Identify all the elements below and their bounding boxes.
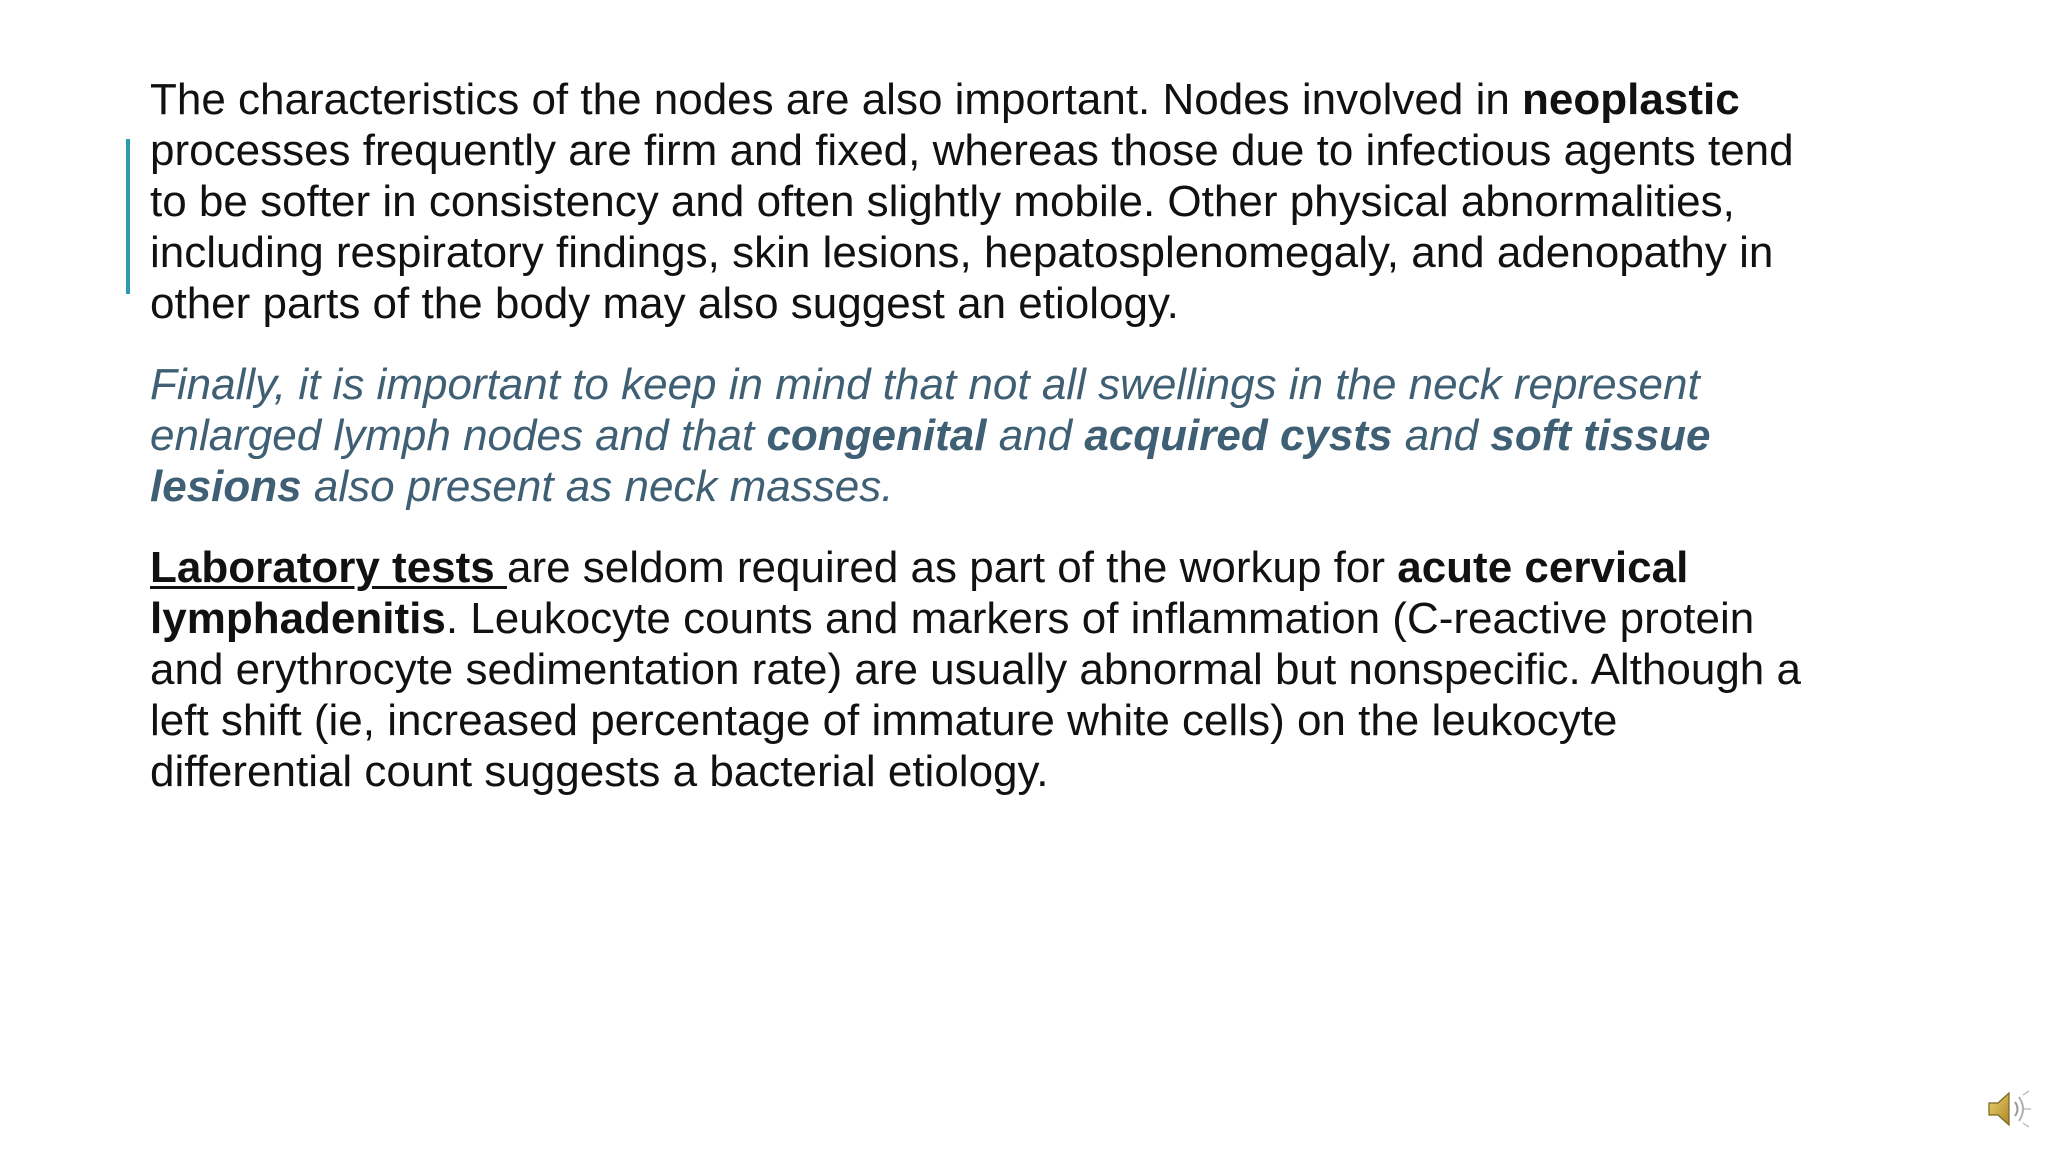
p2-bold-congenital: congenital bbox=[766, 411, 987, 460]
p3-text-2: . Leukocyte counts and markers of inflammation (C-reactive protein and erythrocyte sedimentation rate) are usually abnormal but nonspecific. Although a left shift (ie, increased percentage of immature white cells) on the leukocyte differential count suggests a bacterial etiology. bbox=[150, 594, 1801, 796]
accent-bar bbox=[126, 139, 130, 294]
p2-text-4: also present as neck masses. bbox=[301, 462, 894, 511]
p3-bold-laboratory-tests: Laboratory tests bbox=[150, 543, 507, 592]
slide-body bbox=[150, 74, 1830, 827]
p2-bold-acquired-cysts: acquired cysts bbox=[1084, 411, 1393, 460]
p3-bold-acute-cervical-lymphadenitis: acute cervical lymphadenitis bbox=[150, 543, 1689, 643]
p1-text-2: processes frequently are firm and fixed, whereas those due to infectious agents tend to be softer in consistency and often slightly mobile. Other physical abnormalities, including respiratory findings, skin lesions, hepatosplenomegaly, and adenopathy in other parts of the body may also suggest an etiology. bbox=[150, 126, 1794, 328]
p2-text-2: and bbox=[986, 411, 1085, 460]
paragraph-laboratory-tests bbox=[150, 542, 1830, 797]
paragraph-neck-masses bbox=[150, 359, 1830, 512]
p1-text-1: The characteristics of the nodes are also important. Nodes involved in bbox=[150, 75, 1523, 124]
p2-text-3: and bbox=[1392, 411, 1491, 460]
p2-bold-soft-tissue-lesions: soft tissue lesions bbox=[150, 411, 1711, 511]
speaker-icon-graphic bbox=[1985, 1085, 2033, 1133]
paragraph-node-characteristics bbox=[150, 74, 1830, 329]
p2-text-1: Finally, it is important to keep in mind that not all swellings in the neck represent enlarged lymph nodes and that bbox=[150, 360, 1700, 460]
p3-text-1: are seldom required as part of the workup for bbox=[506, 543, 1398, 592]
p1-bold-neoplastic: neoplastic bbox=[1522, 75, 1740, 124]
speaker-icon[interactable] bbox=[1985, 1085, 2033, 1133]
